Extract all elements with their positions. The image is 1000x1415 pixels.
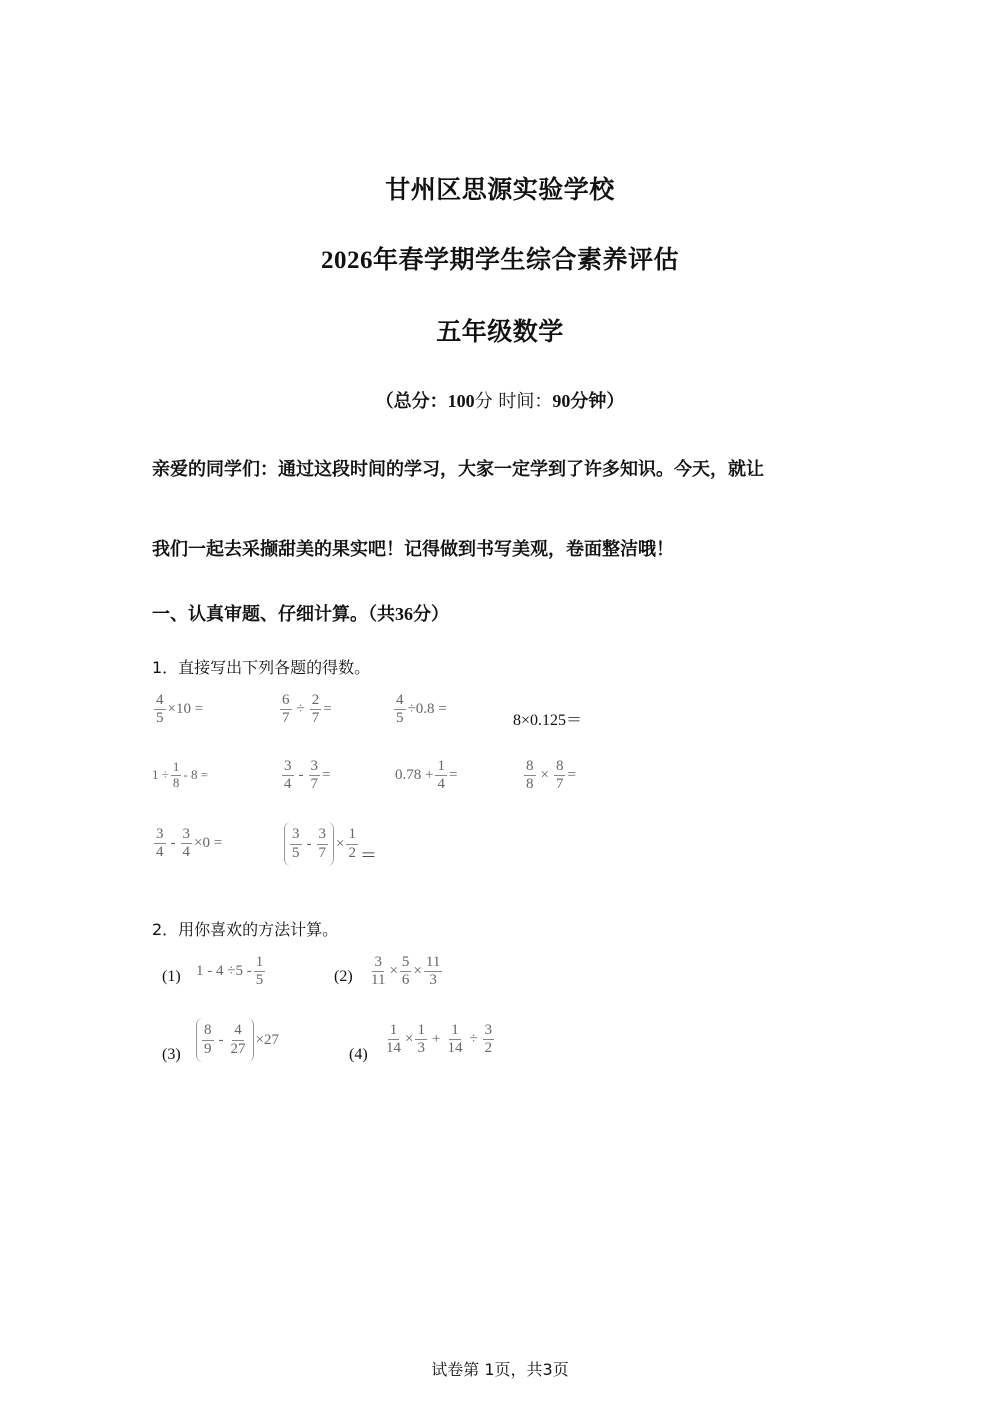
operator: -: [170, 835, 176, 852]
expr-rest: ＝: [359, 845, 377, 865]
calc-1j: [284, 822, 377, 866]
numerator: 8: [554, 758, 566, 776]
total-unit: 分 时间：: [474, 391, 553, 412]
expr-rest: ÷0.8 =: [407, 701, 447, 718]
fraction: [394, 692, 406, 728]
calc-1c: [392, 692, 447, 728]
question-1-label: 1．直接写出下列各题的得数。: [152, 658, 371, 677]
problem-1-number: (1): [162, 968, 181, 985]
numerator: 4: [154, 692, 166, 710]
score-time-line: [0, 387, 1000, 413]
operator: ×: [540, 767, 549, 784]
numerator: 1: [172, 759, 180, 774]
operator: ÷: [469, 1031, 478, 1048]
fraction: [400, 954, 412, 990]
problem-2-number: (2): [334, 968, 353, 985]
fraction: [415, 1022, 427, 1058]
question-2-label: 2．用你喜欢的方法计算。: [152, 920, 339, 939]
numerator: 1: [254, 954, 266, 972]
fraction: [171, 760, 182, 791]
denominator: 4: [182, 844, 190, 861]
operator: ×: [336, 835, 345, 852]
denominator: 3: [429, 972, 437, 989]
expr-lead: 1 ÷: [152, 767, 169, 783]
denominator: 4: [437, 776, 445, 793]
problem-3-expression: [196, 1018, 279, 1062]
numerator: 3: [154, 826, 166, 844]
denominator: 7: [555, 776, 564, 793]
fraction: [317, 826, 329, 862]
time-value: 90: [552, 391, 571, 411]
total-value: 100: [447, 391, 475, 411]
time-unit: 分钟）: [570, 391, 625, 412]
section-1-title-a: 一、认真审题、仔细计算。（共: [152, 604, 395, 625]
calc-1a: [152, 692, 203, 728]
fraction: [435, 758, 447, 794]
fraction: [554, 758, 566, 794]
expr-lead: 1 - 4 ÷5 -: [196, 963, 252, 980]
expr-rest: =: [322, 767, 331, 784]
denominator: 6: [401, 972, 410, 989]
fraction: [369, 954, 387, 990]
expr-text: 8×0.125＝: [513, 712, 583, 729]
calc-1f: [280, 758, 330, 794]
expr-rest: =: [448, 767, 458, 784]
denominator: 2: [484, 1040, 493, 1057]
numerator: 6: [280, 692, 292, 710]
denominator: 14: [386, 1040, 401, 1057]
fraction: [282, 758, 294, 794]
fraction: [310, 692, 322, 728]
calc-1i: [152, 826, 222, 862]
fraction: [229, 1022, 248, 1058]
fraction: [309, 758, 321, 794]
numerator: 2: [310, 692, 322, 710]
expr-rest: =: [323, 701, 332, 718]
numerator: 1: [435, 758, 447, 776]
denominator: 27: [230, 1040, 246, 1057]
numerator: 8: [202, 1022, 214, 1040]
expr-rest: ×10 =: [167, 701, 204, 718]
denominator: 4: [284, 776, 292, 793]
operator: ×: [413, 963, 422, 980]
parenthesis-group: [196, 1018, 254, 1062]
denominator: 8: [526, 776, 534, 793]
expr-rest: =: [567, 767, 576, 784]
intro-line-1: 亲爱的同学们：通过这段时间的学习，大家一定学到了许多知识。今天，就让: [152, 459, 764, 480]
fraction: [290, 826, 302, 862]
denominator: 4: [156, 844, 164, 861]
fraction: [346, 826, 358, 862]
numerator: 4: [394, 692, 406, 710]
operator: -: [306, 835, 312, 852]
numerator: 3: [372, 954, 384, 972]
numerator: 3: [181, 826, 193, 844]
section-1-points: 36: [395, 604, 413, 624]
fraction: [280, 692, 292, 728]
problem-4-number: (4): [349, 1046, 368, 1063]
parenthesis-group: [284, 822, 334, 866]
denominator: 7: [282, 710, 290, 727]
expr-rest: ×27: [255, 1031, 279, 1048]
fraction: [424, 954, 442, 990]
problem-1-expression: [196, 954, 267, 990]
calc-1g: [395, 758, 457, 794]
denominator: 5: [396, 710, 404, 727]
numerator: 1: [415, 1022, 427, 1040]
expr-rest: - 8 =: [183, 767, 209, 783]
fraction: [483, 1022, 495, 1058]
expr-lead: 0.78 +: [395, 767, 434, 784]
numerator: 3: [309, 758, 321, 776]
numerator: 8: [524, 758, 536, 776]
numerator: 3: [317, 826, 329, 844]
numerator: 3: [282, 758, 294, 776]
fraction: [202, 1022, 214, 1058]
problem-3-number: (3): [162, 1046, 181, 1063]
numerator: 11: [424, 954, 442, 972]
fraction: [154, 826, 166, 862]
denominator: 11: [371, 972, 386, 989]
denominator: 7: [318, 844, 326, 861]
problem-4-expression: [382, 1022, 496, 1058]
numerator: 3: [290, 826, 302, 844]
section-1-title: [152, 600, 449, 626]
fraction: [384, 1022, 403, 1058]
numerator: 1: [449, 1022, 461, 1040]
fraction: [181, 826, 193, 862]
numerator: 1: [346, 826, 358, 844]
denominator: 5: [255, 972, 264, 989]
subject-title: 五年级数学: [436, 317, 564, 346]
fraction: [445, 1022, 464, 1058]
section-1-title-b: 分）: [413, 604, 449, 625]
denominator: 2: [348, 844, 356, 861]
intro-line-2: 我们一起去采撷甜美的果实吧！记得做到书写美观，卷面整洁哦！: [152, 539, 674, 560]
score-open: （: [375, 391, 394, 412]
numerator: 4: [232, 1022, 244, 1040]
calc-1e: [152, 760, 208, 791]
calc-1b: [278, 692, 332, 728]
page-footer: 试卷第 1页，共3页: [431, 1360, 569, 1379]
denominator: 5: [292, 844, 300, 861]
numerator: 3: [483, 1022, 495, 1040]
operator: +: [431, 1031, 441, 1048]
exam-term-text: 年春学期学生综合素养评估: [372, 245, 679, 274]
operator: ×: [389, 963, 398, 980]
denominator: 7: [311, 710, 320, 727]
denominator: 5: [156, 710, 164, 727]
fraction: [524, 758, 536, 794]
operator: ÷: [296, 701, 305, 718]
denominator: 8: [172, 774, 180, 790]
expr-rest: ×0 =: [194, 835, 223, 852]
numerator: 5: [400, 954, 412, 972]
exam-title: [0, 240, 1000, 276]
numerator: 1: [388, 1022, 400, 1040]
fraction: [254, 954, 266, 990]
operator: ×: [405, 1031, 414, 1048]
denominator: 9: [204, 1040, 212, 1057]
operator: -: [218, 1031, 224, 1048]
operator: -: [298, 767, 304, 784]
denominator: 14: [447, 1040, 463, 1057]
calc-1d: [513, 707, 582, 730]
total-label: 总分：: [393, 391, 448, 412]
school-name: 甘州区思源实验学校: [385, 175, 615, 204]
exam-year: 2026: [320, 247, 373, 274]
calc-1h: [522, 758, 576, 794]
denominator: 7: [310, 776, 318, 793]
denominator: 3: [417, 1040, 425, 1057]
problem-2-expression: [367, 954, 444, 990]
fraction: [154, 692, 166, 728]
